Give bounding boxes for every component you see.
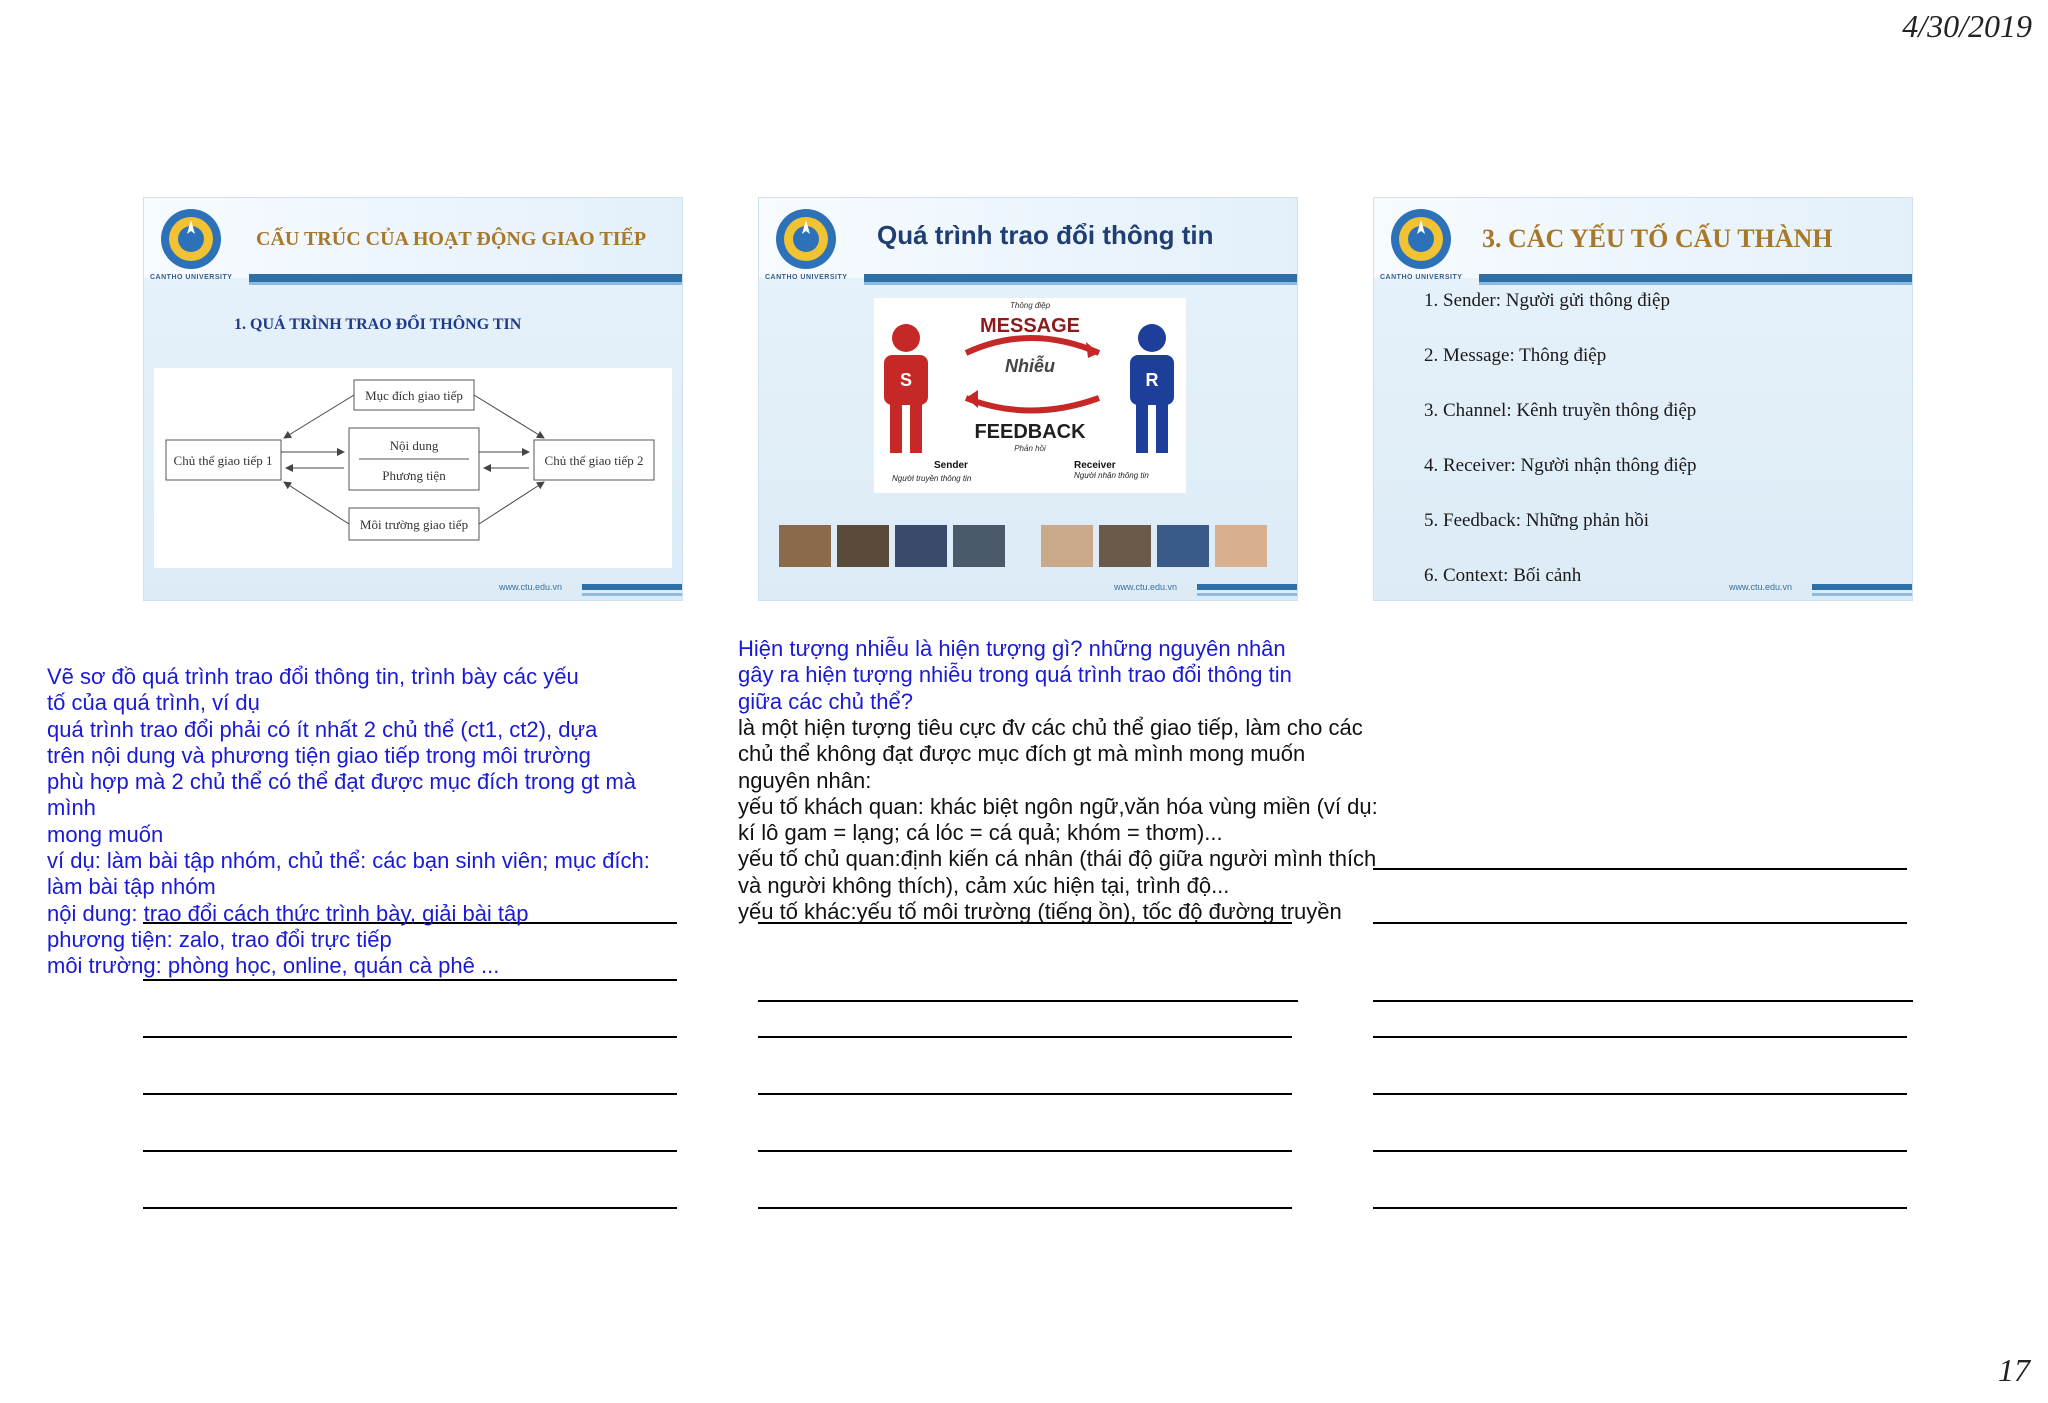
photo-strip (779, 523, 1279, 569)
list-item: 3. Channel: Kênh truyền thông điệp (1424, 400, 1697, 421)
receiver-figure (1130, 324, 1174, 453)
list-item: 1. Sender: Người gửi thông điệp (1424, 290, 1670, 311)
box-purpose: Mục đích giao tiếp (365, 388, 463, 403)
page-date: 4/30/2019 (1902, 8, 2032, 44)
list-item: 2. Message: Thông điệp (1424, 345, 1607, 366)
slide-thumbnail-3 (1373, 197, 1913, 601)
components-list (1424, 290, 1697, 601)
list-item: 5. Feedback: Những phản hồi (1424, 510, 1650, 531)
slide-3-title: 3. CÁC YẾU TỐ CẤU THÀNH (1482, 224, 1833, 253)
box-environment: Môi trường giao tiếp (359, 517, 469, 532)
message-caption: Thông điệp (1009, 301, 1051, 310)
sender-figure (884, 324, 928, 453)
noise-label: Nhiễu (1004, 356, 1056, 376)
note-middle-question: Hiện tượng nhiễu là hiện tượng gì? những nguyên nhân gây ra hiện tượng nhiễu trong quá trình trao đổi thông tin giữa các chủ thể? (738, 636, 1292, 714)
slide-1-title: CẤU TRÚC CỦA HOẠT ĐỘNG GIAO TIẾP (256, 228, 647, 250)
slide-footer-url: www.ctu.edu.vn (498, 582, 562, 592)
sender-letter: S (899, 370, 913, 390)
box-subject-2: Chủ thể giao tiếp 2 (544, 453, 644, 468)
box-subject-1: Chủ thể giao tiếp 1 (173, 453, 273, 468)
communication-structure-diagram (154, 368, 672, 568)
feedback-caption: Phản hồi (1014, 444, 1046, 453)
slide-1-subtitle: 1. QUÁ TRÌNH TRAO ĐỔI THÔNG TIN (234, 316, 522, 333)
receiver-label: Receiver (1074, 460, 1116, 471)
slide-footer-url: www.ctu.edu.vn (1728, 582, 1792, 592)
university-logo-icon (771, 204, 841, 274)
logo-caption: CANTHO UNIVERSITY (1380, 274, 1463, 281)
list-item: 4. Receiver: Người nhận thông điệp (1424, 455, 1697, 476)
box-content: Nội dung (389, 438, 439, 453)
slide-thumbnail-1 (143, 197, 683, 601)
university-logo-icon (156, 204, 226, 274)
note-middle-answer: là một hiện tượng tiêu cực đv các chủ thể giao tiếp, làm cho các chủ thể không đạt được mục đích gt mà mình mong muốn nguyên nhân: yếu tố khách quan: khác biệt ngôn ngữ,văn hóa vùng miền (ví dụ: kí lô gam = lạng; cá lóc = cá quả; khóm = thơm)... yếu tố chủ quan:định kiến cá nhân (thái độ giữa người mình thích và người không thích), cảm xúc hiện tại, trình độ... yếu tố khác:yếu tố môi trường (tiếng ồn), tốc độ đường truyền (738, 715, 1378, 925)
list-item: 6. Context: Bối cảnh (1424, 565, 1582, 586)
note-left: Vẽ sơ đồ quá trình trao đổi thông tin, trình bày các yếu tố của quá trình, ví dụ quá trình trao đổi phải có ít nhất 2 chủ thể (ct1, ct2), dựa trên nội dung và phương tiện giao tiếp trong môi trường phù hợp mà 2 chủ thể có thể đạt được mục đích trong gt mà mình mong muốn ví dụ: làm bài tập nhóm, chủ thể: các bạn sinh viên; mục đích: làm bài tập nhóm nội dung: trao đổi cách thức trình bày, giải bài tập phương tiện: zalo, trao đổi trực tiếp môi trường: phòng học, online, quán cà phê ... (47, 664, 650, 979)
page-number: 17 (1998, 1352, 2030, 1388)
sender-label: Sender (934, 460, 968, 471)
receiver-caption: Người nhận thông tin (1074, 471, 1149, 480)
slide-thumbnail-2 (758, 197, 1298, 601)
receiver-letter: R (1145, 370, 1159, 390)
box-means: Phương tiện (382, 468, 446, 483)
feedback-label: FEEDBACK (974, 421, 1086, 443)
slide-footer-url: www.ctu.edu.vn (1113, 582, 1177, 592)
logo-caption: CANTHO UNIVERSITY (765, 274, 848, 281)
university-logo-icon (1386, 204, 1456, 274)
sender-receiver-graphic (874, 298, 1186, 493)
logo-caption: CANTHO UNIVERSITY (150, 274, 233, 281)
message-label: MESSAGE (979, 315, 1081, 337)
slide-2-title: Quá trình trao đổi thông tin (877, 220, 1214, 250)
sender-caption: Người truyền thông tin (892, 474, 972, 483)
